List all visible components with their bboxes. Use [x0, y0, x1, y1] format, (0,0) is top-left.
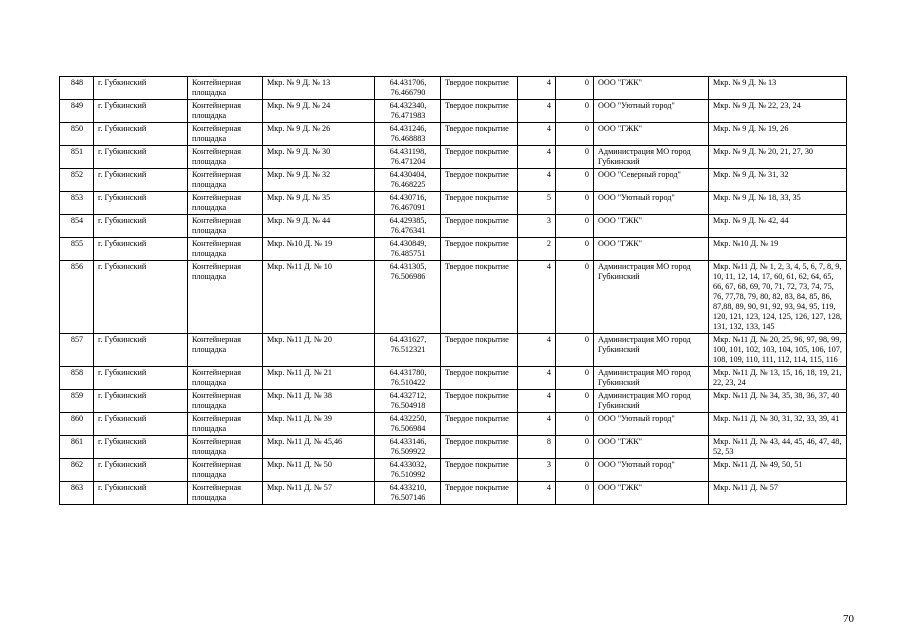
served-buildings-cell: Мкр. № 9 Д. № 22, 23, 24: [709, 100, 847, 123]
extra-count-cell: 0: [556, 482, 594, 505]
coordinates-cell: 64.433210, 76.507146: [375, 482, 441, 505]
site-type-cell: Контейнерная площадка: [188, 77, 263, 100]
table-row: [60, 413, 847, 436]
served-buildings-cell: Мкр. № 9 Д. № 19, 26: [709, 123, 847, 146]
address-cell: Мкр. № 9 Д. № 35: [263, 192, 375, 215]
address-cell: Мкр. №11 Д. № 10: [263, 261, 375, 334]
city-cell: г. Губкинский: [94, 413, 188, 436]
owner-cell: ООО "ГЖК": [594, 436, 709, 459]
extra-count-cell: 0: [556, 334, 594, 367]
coordinates-cell: 64.431305, 76.506986: [375, 261, 441, 334]
container-sites-table: [59, 76, 847, 505]
row-number: 851: [60, 146, 94, 169]
site-type-cell: Контейнерная площадка: [188, 192, 263, 215]
surface-cell: Твердое покрытие: [441, 77, 518, 100]
served-buildings-cell: Мкр. № 9 Д. № 31, 32: [709, 169, 847, 192]
coordinates-cell: 64.431198, 76.471204: [375, 146, 441, 169]
container-count-cell: 4: [518, 169, 556, 192]
surface-cell: Твердое покрытие: [441, 413, 518, 436]
site-type-cell: Контейнерная площадка: [188, 169, 263, 192]
city-cell: г. Губкинский: [94, 215, 188, 238]
served-buildings-cell: Мкр. № 9 Д. № 20, 21, 27, 30: [709, 146, 847, 169]
address-cell: Мкр. №11 Д. № 20: [263, 334, 375, 367]
surface-cell: Твердое покрытие: [441, 192, 518, 215]
coordinates-cell: 64.430404, 76.468225: [375, 169, 441, 192]
owner-cell: ООО "ГЖК": [594, 482, 709, 505]
coordinates-cell: 64.431706, 76.466790: [375, 77, 441, 100]
container-count-cell: 8: [518, 436, 556, 459]
table-row: [60, 192, 847, 215]
row-number: 853: [60, 192, 94, 215]
address-cell: Мкр. №11 Д. № 57: [263, 482, 375, 505]
address-cell: Мкр. № 9 Д. № 24: [263, 100, 375, 123]
address-cell: Мкр. №11 Д. № 50: [263, 459, 375, 482]
surface-cell: Твердое покрытие: [441, 261, 518, 334]
table-row: [60, 100, 847, 123]
served-buildings-cell: Мкр. №11 Д. № 30, 31, 32, 33, 39, 41: [709, 413, 847, 436]
row-number: 858: [60, 367, 94, 390]
table-row: [60, 215, 847, 238]
coordinates-cell: 64.432340, 76.471983: [375, 100, 441, 123]
coordinates-cell: 64.433146, 76.509922: [375, 436, 441, 459]
site-type-cell: Контейнерная площадка: [188, 413, 263, 436]
extra-count-cell: 0: [556, 100, 594, 123]
container-count-cell: 4: [518, 146, 556, 169]
extra-count-cell: 0: [556, 367, 594, 390]
owner-cell: ООО "Уютный город": [594, 192, 709, 215]
address-cell: Мкр. № 9 Д. № 30: [263, 146, 375, 169]
surface-cell: Твердое покрытие: [441, 215, 518, 238]
container-count-cell: 2: [518, 238, 556, 261]
table-row: [60, 77, 847, 100]
surface-cell: Твердое покрытие: [441, 390, 518, 413]
served-buildings-cell: Мкр. №11 Д. № 1, 2, 3, 4, 5, 6, 7, 8, 9, 10, 11, 12, 14, 17, 60, 61, 62, 64, 65, 66, 67, 68, 69, 70, 71, 72, 73, 74, 75, 76, 77,78, 79, 80, 82, 83, 84, 85, 86, 87,88, 89, 90, 91, 92, 93, 94, 95, 119, 120, 121, 123, 124, 125, 126, 127, 128, 131, 132, 133, 145: [709, 261, 847, 334]
surface-cell: Твердое покрытие: [441, 334, 518, 367]
table-body: [60, 77, 847, 505]
table-row: [60, 146, 847, 169]
surface-cell: Твердое покрытие: [441, 238, 518, 261]
container-count-cell: 5: [518, 192, 556, 215]
owner-cell: ООО "Уютный город": [594, 459, 709, 482]
owner-cell: ООО "ГЖК": [594, 215, 709, 238]
table-row: [60, 390, 847, 413]
address-cell: Мкр. №10 Д. № 19: [263, 238, 375, 261]
served-buildings-cell: Мкр. № 9 Д. № 13: [709, 77, 847, 100]
extra-count-cell: 0: [556, 436, 594, 459]
surface-cell: Твердое покрытие: [441, 146, 518, 169]
coordinates-cell: 64.430849, 76.485751: [375, 238, 441, 261]
owner-cell: Администрация МО город Губкинский: [594, 367, 709, 390]
site-type-cell: Контейнерная площадка: [188, 482, 263, 505]
extra-count-cell: 0: [556, 215, 594, 238]
row-number: 852: [60, 169, 94, 192]
city-cell: г. Губкинский: [94, 123, 188, 146]
extra-count-cell: 0: [556, 123, 594, 146]
row-number: 850: [60, 123, 94, 146]
city-cell: г. Губкинский: [94, 100, 188, 123]
page-number: 70: [843, 613, 854, 625]
table-row: [60, 367, 847, 390]
container-count-cell: 4: [518, 390, 556, 413]
served-buildings-cell: Мкр. №11 Д. № 43, 44, 45, 46, 47, 48, 52, 53: [709, 436, 847, 459]
container-count-cell: 4: [518, 482, 556, 505]
row-number: 854: [60, 215, 94, 238]
table-row: [60, 459, 847, 482]
table-row: [60, 436, 847, 459]
site-type-cell: Контейнерная площадка: [188, 238, 263, 261]
owner-cell: ООО "Уютный город": [594, 100, 709, 123]
row-number: 863: [60, 482, 94, 505]
table-row: [60, 334, 847, 367]
row-number: 848: [60, 77, 94, 100]
extra-count-cell: 0: [556, 261, 594, 334]
row-number: 861: [60, 436, 94, 459]
extra-count-cell: 0: [556, 413, 594, 436]
table-row: [60, 123, 847, 146]
container-count-cell: 4: [518, 123, 556, 146]
row-number: 860: [60, 413, 94, 436]
owner-cell: ООО "ГЖК": [594, 123, 709, 146]
surface-cell: Твердое покрытие: [441, 436, 518, 459]
city-cell: г. Губкинский: [94, 367, 188, 390]
coordinates-cell: 64.429385, 76.476341: [375, 215, 441, 238]
coordinates-cell: 64.433032, 76.510992: [375, 459, 441, 482]
served-buildings-cell: Мкр. № 9 Д. № 18, 33, 35: [709, 192, 847, 215]
served-buildings-cell: Мкр. №11 Д. № 49, 50, 51: [709, 459, 847, 482]
site-type-cell: Контейнерная площадка: [188, 436, 263, 459]
coordinates-cell: 64.431627, 76.512321: [375, 334, 441, 367]
site-type-cell: Контейнерная площадка: [188, 367, 263, 390]
table-row: [60, 482, 847, 505]
address-cell: Мкр. № 9 Д. № 13: [263, 77, 375, 100]
site-type-cell: Контейнерная площадка: [188, 100, 263, 123]
container-count-cell: 4: [518, 77, 556, 100]
served-buildings-cell: Мкр. №11 Д. № 13, 15, 16, 18, 19, 21, 22, 23, 24: [709, 367, 847, 390]
container-count-cell: 3: [518, 459, 556, 482]
row-number: 849: [60, 100, 94, 123]
owner-cell: ООО "ГЖК": [594, 77, 709, 100]
coordinates-cell: 64.431246, 76.468883: [375, 123, 441, 146]
site-type-cell: Контейнерная площадка: [188, 146, 263, 169]
container-count-cell: 4: [518, 100, 556, 123]
city-cell: г. Губкинский: [94, 390, 188, 413]
site-type-cell: Контейнерная площадка: [188, 459, 263, 482]
table-row: [60, 261, 847, 334]
surface-cell: Твердое покрытие: [441, 367, 518, 390]
owner-cell: ООО "Уютный город": [594, 413, 709, 436]
address-cell: Мкр. № 9 Д. № 32: [263, 169, 375, 192]
address-cell: Мкр. №11 Д. № 45,46: [263, 436, 375, 459]
served-buildings-cell: Мкр. №11 Д. № 57: [709, 482, 847, 505]
coordinates-cell: 64.430716, 76.467091: [375, 192, 441, 215]
container-count-cell: 4: [518, 334, 556, 367]
owner-cell: Администрация МО город Губкинский: [594, 390, 709, 413]
extra-count-cell: 0: [556, 77, 594, 100]
extra-count-cell: 0: [556, 146, 594, 169]
container-count-cell: 4: [518, 413, 556, 436]
surface-cell: Твердое покрытие: [441, 459, 518, 482]
city-cell: г. Губкинский: [94, 146, 188, 169]
city-cell: г. Губкинский: [94, 261, 188, 334]
served-buildings-cell: Мкр. №11 Д. № 34, 35, 38, 36, 37, 40: [709, 390, 847, 413]
coordinates-cell: 64.432250, 76.506984: [375, 413, 441, 436]
surface-cell: Твердое покрытие: [441, 123, 518, 146]
coordinates-cell: 64.432712, 76.504918: [375, 390, 441, 413]
table-row: [60, 238, 847, 261]
address-cell: Мкр. № 9 Д. № 26: [263, 123, 375, 146]
address-cell: Мкр. №11 Д. № 39: [263, 413, 375, 436]
container-count-cell: 4: [518, 367, 556, 390]
site-type-cell: Контейнерная площадка: [188, 390, 263, 413]
row-number: 862: [60, 459, 94, 482]
served-buildings-cell: Мкр. № 9 Д. № 42, 44: [709, 215, 847, 238]
container-count-cell: 4: [518, 261, 556, 334]
coordinates-cell: 64.431780, 76.510422: [375, 367, 441, 390]
served-buildings-cell: Мкр. №11 Д. № 20, 25, 96, 97, 98, 99, 100, 101, 102, 103, 104, 105, 106, 107, 108, 109, 110, 111, 112, 114, 115, 116: [709, 334, 847, 367]
owner-cell: ООО "Северный город": [594, 169, 709, 192]
served-buildings-cell: Мкр. №10 Д. № 19: [709, 238, 847, 261]
site-type-cell: Контейнерная площадка: [188, 123, 263, 146]
owner-cell: Администрация МО город Губкинский: [594, 146, 709, 169]
city-cell: г. Губкинский: [94, 169, 188, 192]
city-cell: г. Губкинский: [94, 334, 188, 367]
row-number: 857: [60, 334, 94, 367]
surface-cell: Твердое покрытие: [441, 100, 518, 123]
extra-count-cell: 0: [556, 169, 594, 192]
city-cell: г. Губкинский: [94, 238, 188, 261]
owner-cell: Администрация МО город Губкинский: [594, 261, 709, 334]
row-number: 856: [60, 261, 94, 334]
row-number: 855: [60, 238, 94, 261]
address-cell: Мкр. №11 Д. № 38: [263, 390, 375, 413]
site-type-cell: Контейнерная площадка: [188, 334, 263, 367]
address-cell: Мкр. № 9 Д. № 44: [263, 215, 375, 238]
city-cell: г. Губкинский: [94, 459, 188, 482]
surface-cell: Твердое покрытие: [441, 482, 518, 505]
site-type-cell: Контейнерная площадка: [188, 215, 263, 238]
city-cell: г. Губкинский: [94, 77, 188, 100]
city-cell: г. Губкинский: [94, 482, 188, 505]
surface-cell: Твердое покрытие: [441, 169, 518, 192]
extra-count-cell: 0: [556, 238, 594, 261]
extra-count-cell: 0: [556, 459, 594, 482]
city-cell: г. Губкинский: [94, 192, 188, 215]
extra-count-cell: 0: [556, 192, 594, 215]
city-cell: г. Губкинский: [94, 436, 188, 459]
owner-cell: ООО "ГЖК": [594, 238, 709, 261]
row-number: 859: [60, 390, 94, 413]
extra-count-cell: 0: [556, 390, 594, 413]
address-cell: Мкр. №11 Д. № 21: [263, 367, 375, 390]
owner-cell: Администрация МО город Губкинский: [594, 334, 709, 367]
site-type-cell: Контейнерная площадка: [188, 261, 263, 334]
table-row: [60, 169, 847, 192]
container-count-cell: 3: [518, 215, 556, 238]
